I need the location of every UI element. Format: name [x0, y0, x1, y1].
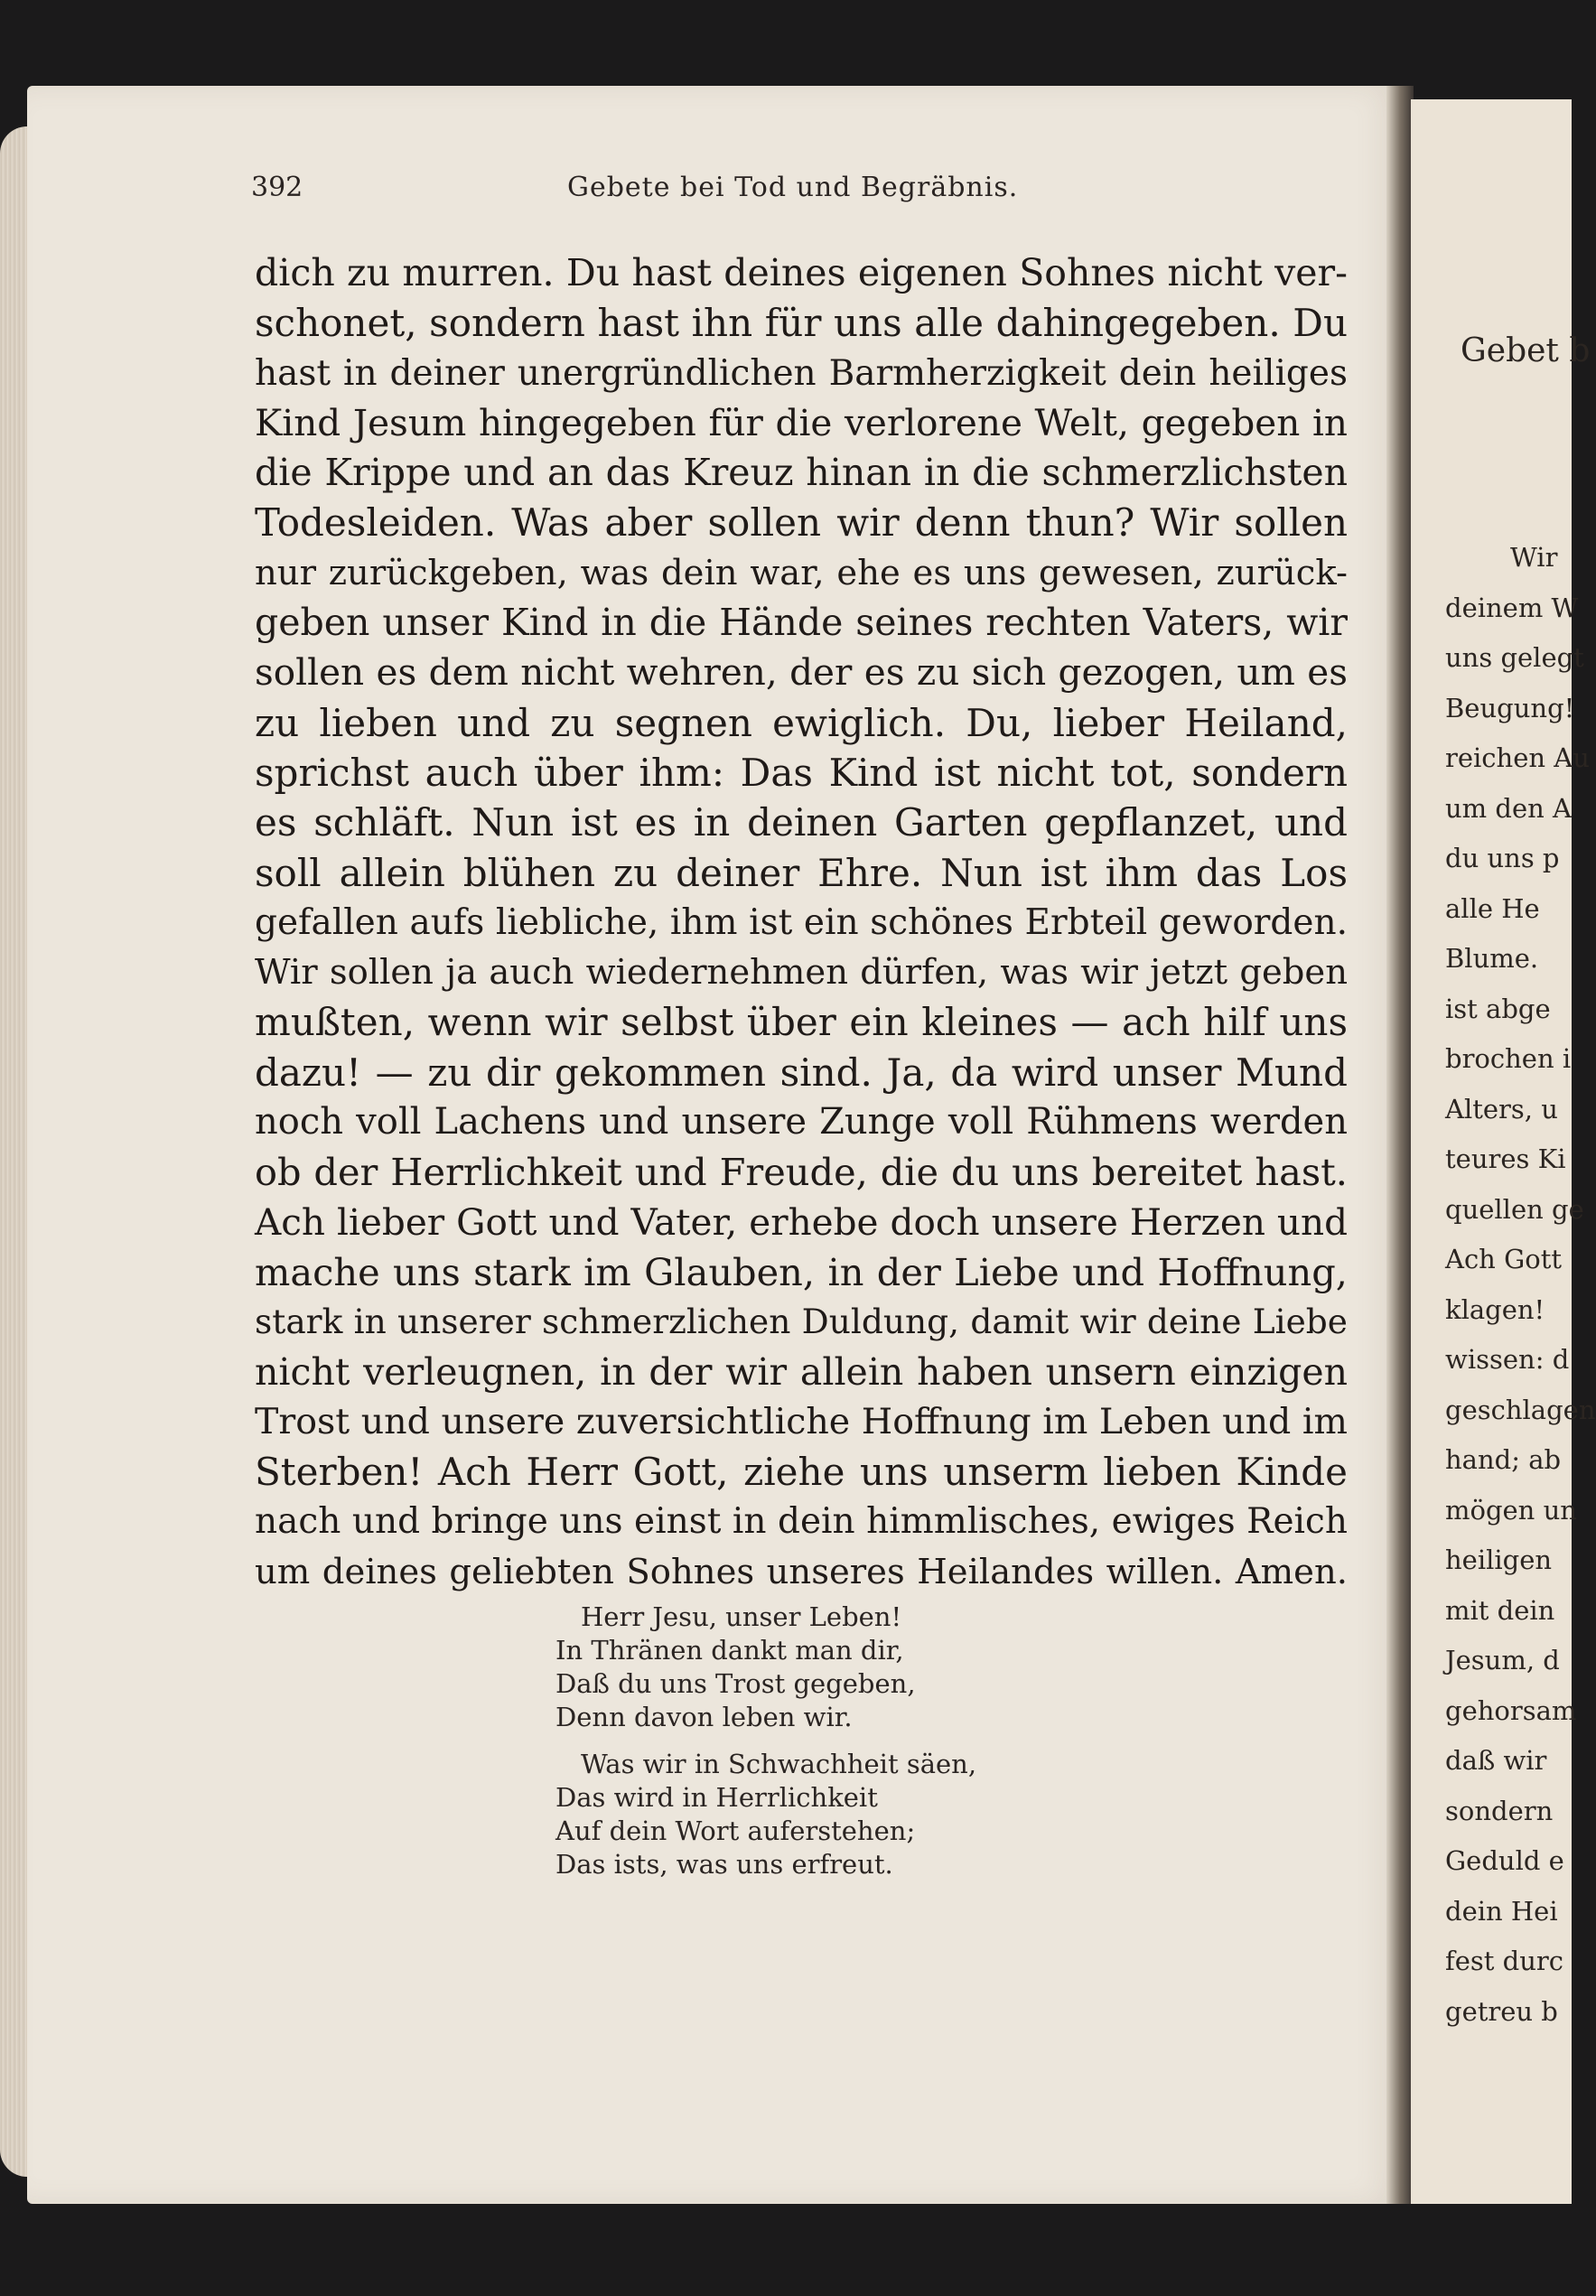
- text-line: sprichst auch über ihm: Das Kind ist nicht tot, sondern: [255, 750, 1348, 795]
- text-line: nur zurückgeben, was dein war, ehe es uns gewesen, zurück-: [255, 552, 1348, 593]
- verse-line: In Thränen dankt man dir,: [555, 1635, 904, 1666]
- facing-page-line: sondern: [1445, 1795, 1554, 1826]
- facing-page-line: fest durc: [1445, 1946, 1563, 1976]
- facing-page-line: getreu b: [1445, 1995, 1558, 2027]
- facing-page-line: dein Hei: [1445, 1895, 1558, 1927]
- facing-page-line: mögen un: [1445, 1494, 1577, 1526]
- facing-page-line: geschlagen: [1445, 1394, 1596, 1425]
- facing-page-line: Geduld e: [1445, 1845, 1564, 1876]
- verse-line: Herr Jesu, unser Leben!: [581, 1601, 902, 1632]
- text-line: nach und bringe uns einst in dein himmlisches, ewiges Reich: [255, 1501, 1348, 1543]
- facing-page-line: Jesum, d: [1445, 1645, 1560, 1675]
- facing-page-line: hand; ab: [1445, 1444, 1562, 1475]
- facing-page-line: wissen: d: [1445, 1344, 1570, 1375]
- text-line: schonet, sondern hast ihn für uns alle dahingegeben. Du: [255, 301, 1348, 346]
- verse-line: Auf dein Wort auferstehen;: [555, 1815, 916, 1846]
- verse-stanza-2: [555, 1748, 1061, 1881]
- book-gutter: [1386, 86, 1414, 2204]
- text-line: Ach lieber Gott und Vater, erhebe doch unsere Herzen und: [255, 1199, 1348, 1244]
- text-line: mache uns stark im Glauben, in der Liebe und Hoffnung,: [255, 1249, 1348, 1294]
- text-line: sollen es dem nicht wehren, der es zu sich gezogen, um es: [255, 650, 1348, 695]
- text-line: stark in unserer schmerzlichen Duldung, damit wir deine Liebe: [255, 1302, 1348, 1342]
- facing-page-fragment: [1411, 99, 1596, 2204]
- facing-page-line: quellen ge: [1445, 1193, 1584, 1225]
- text-line: gefallen aufs liebliche, ihm ist ein schönes Erbteil geworden.: [255, 901, 1348, 943]
- text-line: ob der Herrlichkeit und Freude, die du uns bereitet hast.: [255, 1150, 1348, 1195]
- text-line: dich zu murren. Du hast deines eigenen Sohnes nicht ver-: [255, 251, 1348, 294]
- text-line: Todesleiden. Was aber sollen wir denn thun? Wir sollen: [255, 500, 1348, 546]
- verse-line: Denn davon leben wir.: [555, 1702, 853, 1732]
- facing-page-line: Beugung!: [1445, 692, 1575, 723]
- text-line: dazu! — zu dir gekommen sind. Ja, da wird unser Mund: [255, 1050, 1348, 1095]
- facing-page-line: heiligen: [1445, 1545, 1553, 1575]
- facing-page-line: gehorsam: [1445, 1694, 1577, 1726]
- body-text: [255, 248, 1348, 1597]
- text-line: die Krippe und an das Kreuz hinan in die schmerzlichsten: [255, 451, 1348, 495]
- text-line: soll allein blühen zu deiner Ehre. Nun ist ihm das Los: [255, 850, 1348, 895]
- facing-page-line: Wir: [1510, 542, 1558, 573]
- text-line: Trost und unsere zuversichtliche Hoffnung im Leben und im: [255, 1400, 1348, 1442]
- page-number: 392: [251, 172, 303, 203]
- verse-line: Daß du uns Trost gegeben,: [555, 1668, 916, 1699]
- text-line: hast in deiner unergründlichen Barmherzigkeit dein heiliges: [255, 352, 1348, 394]
- facing-page-line: mit dein: [1445, 1594, 1555, 1626]
- verse-stanza-1: [555, 1601, 1061, 1734]
- text-line: noch voll Lachens und unsere Zunge voll Rühmens werden: [255, 1101, 1348, 1143]
- text-line: geben unser Kind in die Hände seines rechten Vaters, wir: [255, 601, 1348, 645]
- text-line: Wir sollen ja auch wiedernehmen dürfen, was wir jetzt geben: [255, 952, 1348, 994]
- verse-line: Das ists, was uns erfreut.: [555, 1849, 893, 1880]
- facing-page-line: Blume.: [1445, 943, 1539, 974]
- text-line: mußten, wenn wir selbst über ein kleines — ach hilf uns: [255, 1000, 1348, 1045]
- facing-page-line: brochen i: [1445, 1043, 1572, 1074]
- facing-page-line: Ach Gott: [1445, 1244, 1563, 1274]
- facing-page-title: Gebet b: [1461, 332, 1591, 369]
- facing-page-line: klagen!: [1445, 1293, 1545, 1325]
- facing-page-line: deinem W: [1445, 592, 1579, 623]
- facing-page-line: teures Ki: [1445, 1143, 1566, 1174]
- text-line: es schläft. Nun ist es in deinen Garten gepflanzet, und: [255, 800, 1348, 845]
- text-line: Kind Jesum hingegeben für die verlorene Welt, gegeben in: [255, 400, 1348, 444]
- running-title: Gebete bei Tod und Begräbnis.: [567, 172, 1019, 203]
- text-line: Sterben! Ach Herr Gott, ziehe uns unserm lieben Kinde: [255, 1450, 1348, 1495]
- facing-page-line: um den A: [1445, 792, 1572, 824]
- text-line: nicht verleugnen, in der wir allein haben unsern einzigen: [255, 1349, 1348, 1394]
- facing-page-line: du uns p: [1445, 843, 1560, 873]
- verse-line: Was wir in Schwachheit säen,: [581, 1749, 977, 1779]
- facing-page-line: Alters, u: [1445, 1093, 1558, 1125]
- text-line: zu lieben und zu segnen ewiglich. Du, lieber Heiland,: [255, 700, 1348, 745]
- facing-page-line: daß wir: [1445, 1745, 1547, 1776]
- facing-page-line: reichen Au: [1445, 742, 1590, 773]
- text-line: um deines geliebten Sohnes unseres Heilandes willen. Amen.: [255, 1551, 1348, 1592]
- page-header: [251, 172, 1344, 208]
- verse-line: Das wird in Herrlichkeit: [555, 1782, 878, 1813]
- facing-page-line: alle He: [1445, 892, 1540, 924]
- facing-page-line: ist abge: [1445, 993, 1551, 1024]
- facing-page-line: uns gelegt: [1445, 642, 1584, 673]
